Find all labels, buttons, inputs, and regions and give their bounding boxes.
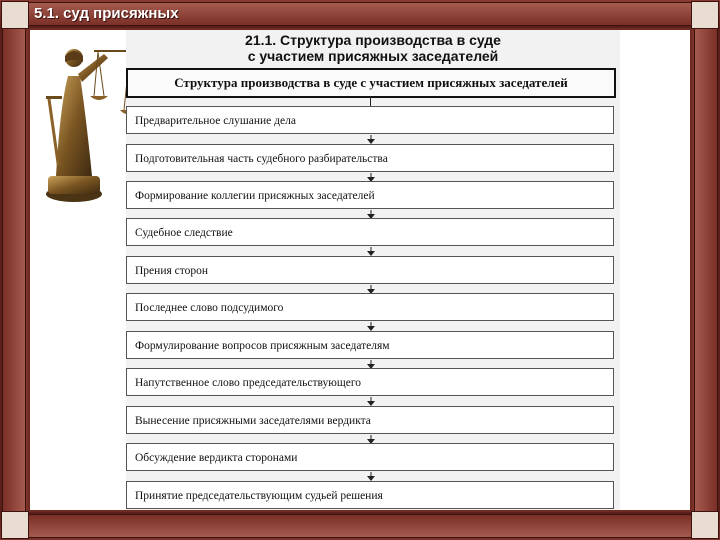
step-label: Напутственное слово председательствующего — [135, 377, 361, 389]
step-box-1 — [126, 106, 614, 134]
step-label: Вынесение присяжными заседателями вердикта — [135, 415, 371, 427]
frame-bar-bottom — [28, 514, 694, 538]
diagram-heading — [126, 32, 620, 64]
step-box-10 — [126, 443, 614, 471]
diagram-panel — [126, 30, 620, 510]
slide-title: 5.1. суд присяжных — [34, 5, 179, 22]
diagram-heading-line-1: 21.1. Структура производства в суде — [245, 32, 501, 48]
slide-content — [30, 30, 690, 510]
step-label: Формирование коллегии присяжных заседателей — [135, 190, 375, 202]
step-box-7 — [126, 331, 614, 359]
step-box-9 — [126, 406, 614, 434]
step-box-11 — [126, 481, 614, 509]
down-arrow-icon — [367, 397, 375, 406]
diagram-main-box: Структура производства в суде с участием присяжных заседателей — [126, 68, 616, 98]
step-box-3 — [126, 181, 614, 209]
frame-corner-tl — [1, 1, 29, 29]
step-label: Формулирование вопросов присяжным заседателям — [135, 340, 390, 352]
diagram-heading-line-2: с участием присяжных заседателей — [247, 48, 499, 64]
down-arrow-icon — [367, 135, 375, 144]
step-label: Предварительное слушание дела — [135, 115, 296, 127]
step-label: Последнее слово подсудимого — [135, 302, 284, 314]
lady-justice-statue-icon — [38, 36, 134, 206]
frame-corner-br — [691, 511, 719, 539]
step-box-8 — [126, 368, 614, 396]
step-box-6 — [126, 293, 614, 321]
step-label: Обсуждение вердикта сторонами — [135, 452, 298, 464]
step-box-2 — [126, 144, 614, 172]
frame-corner-tr — [691, 1, 719, 29]
step-box-5 — [126, 256, 614, 284]
step-label: Прения сторон — [135, 265, 209, 277]
frame-bar-right — [694, 28, 718, 514]
step-box-4 — [126, 218, 614, 246]
frame-corner-bl — [1, 511, 29, 539]
down-arrow-icon — [367, 322, 375, 331]
frame-bar-left — [2, 28, 26, 514]
step-label: Подготовительная часть судебного разбирательства — [135, 153, 388, 165]
step-label: Судебное следствие — [135, 227, 233, 239]
step-label: Принятие председательствующим судьей решения — [135, 490, 383, 502]
down-arrow-icon — [367, 472, 375, 481]
down-arrow-icon — [367, 247, 375, 256]
